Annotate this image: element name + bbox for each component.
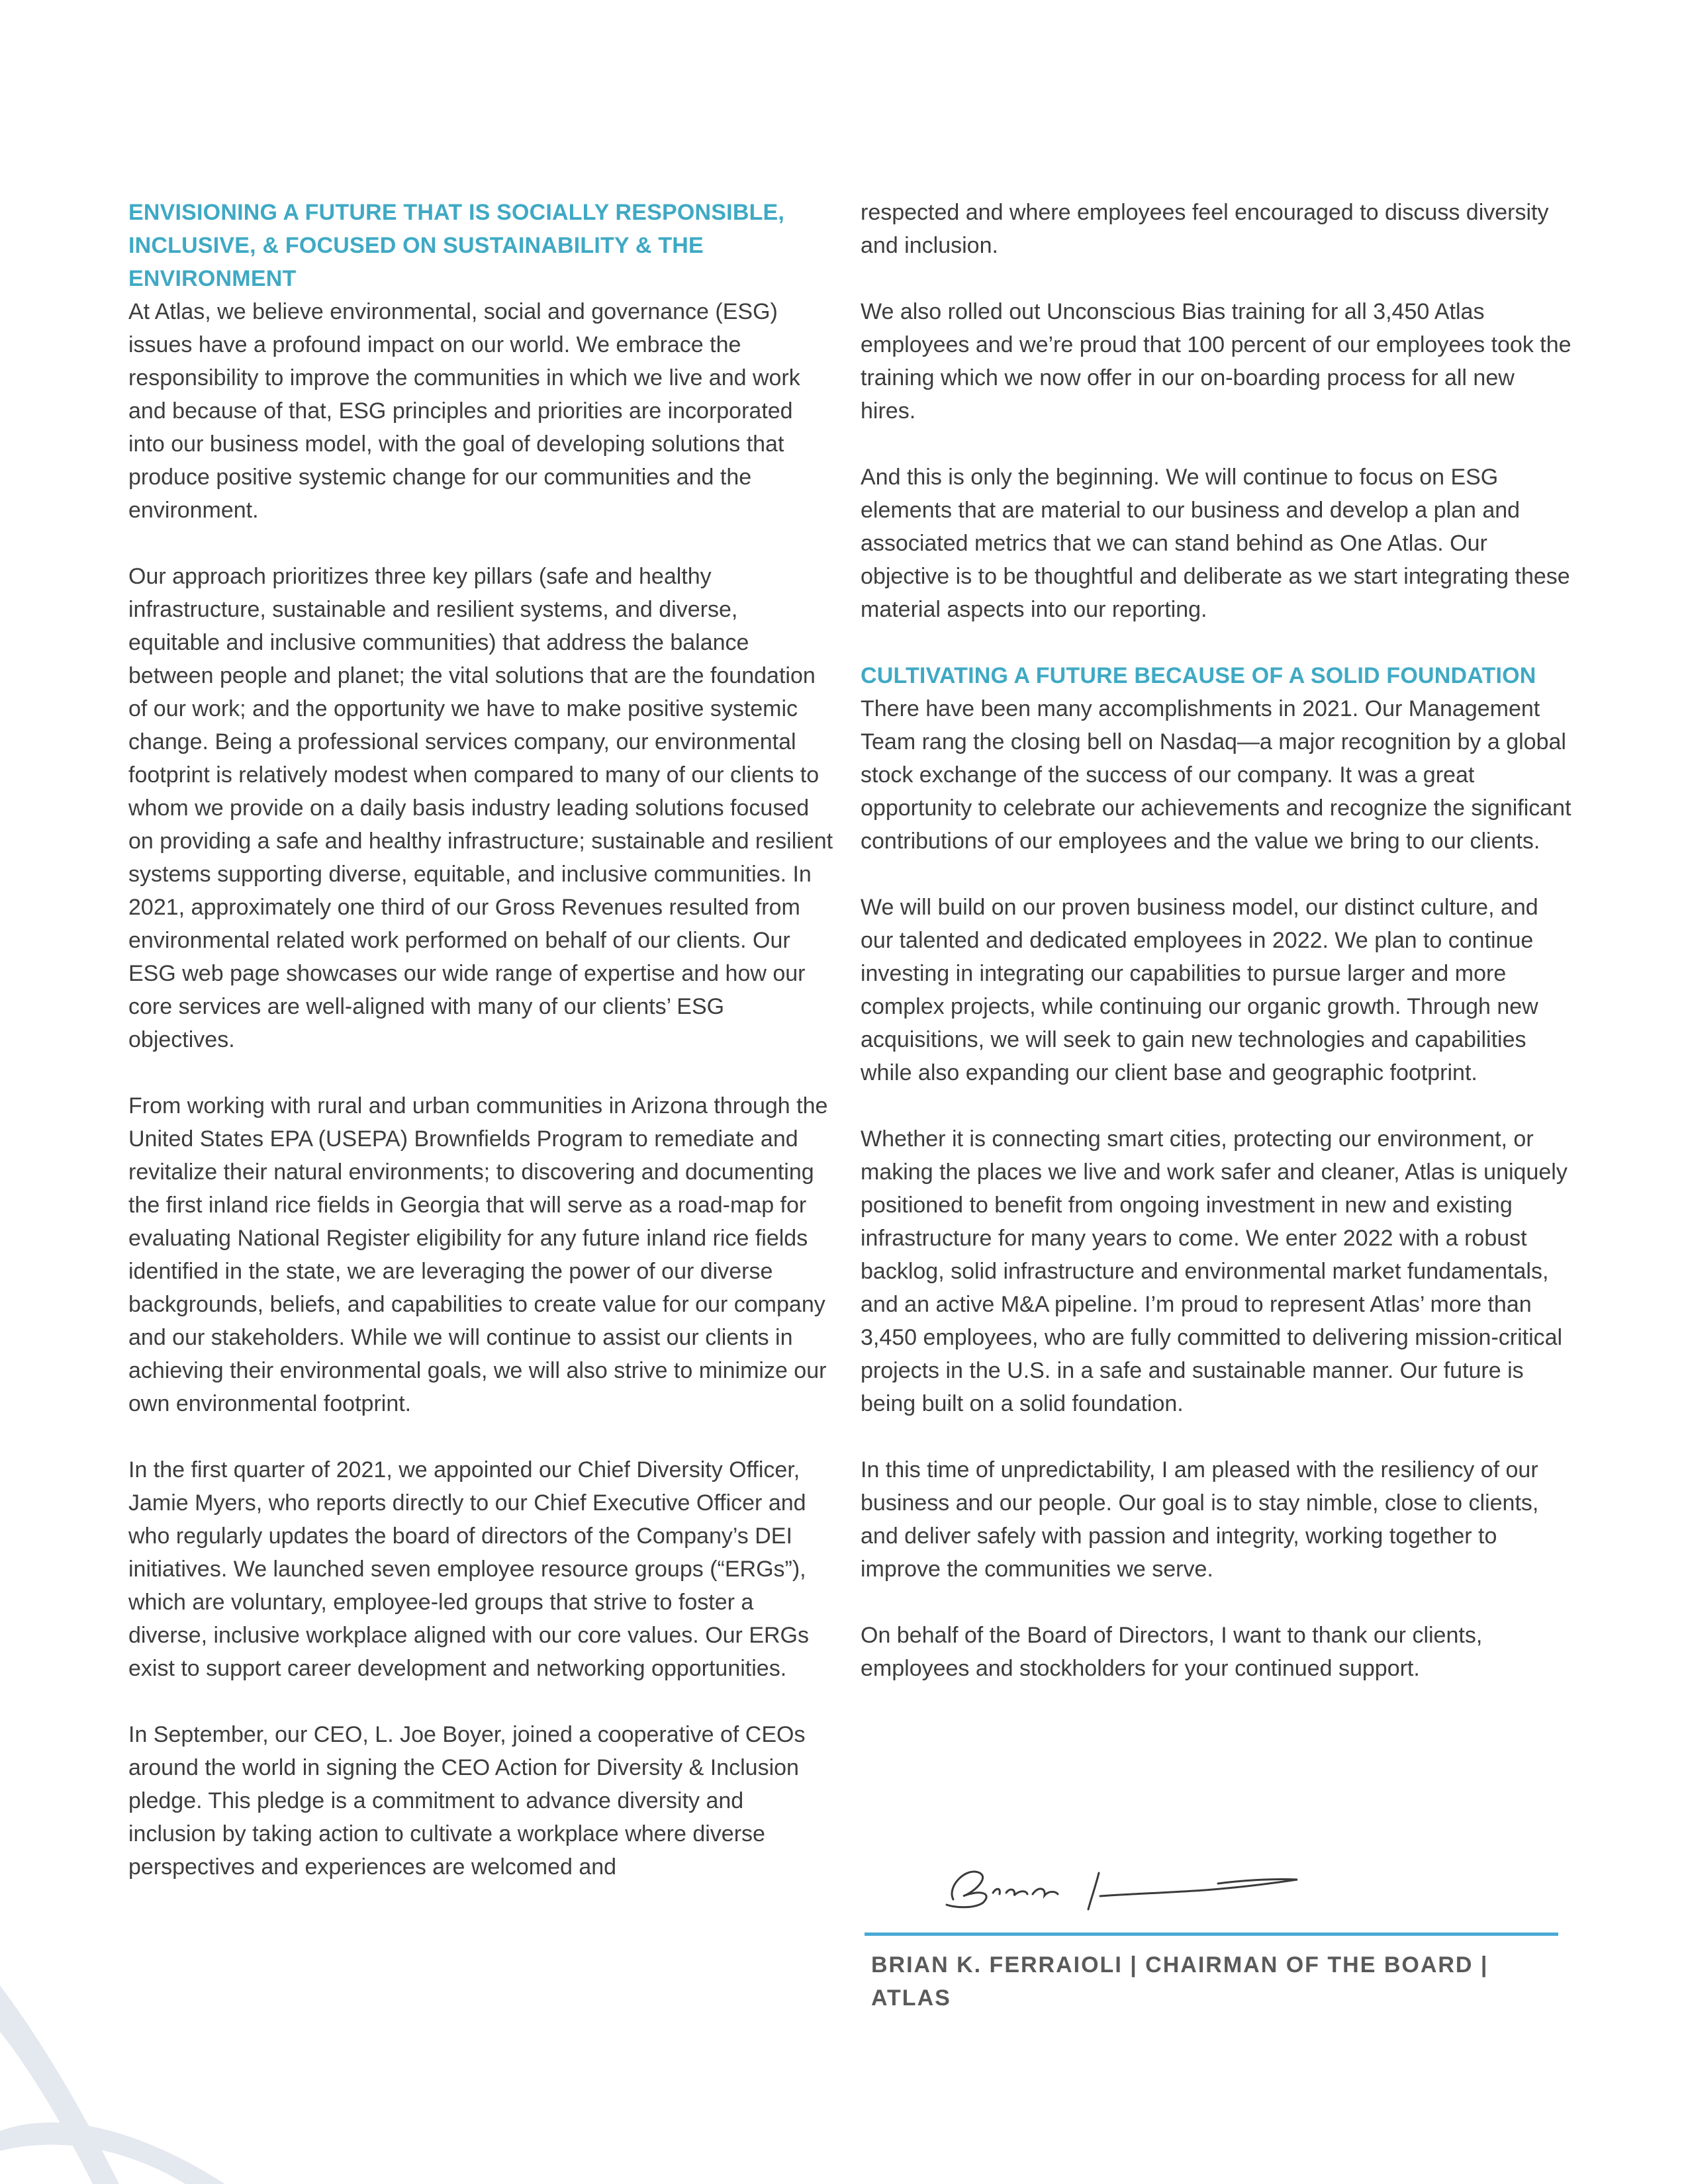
paragraph: Whether it is connecting smart cities, protecting our environment, or making the places we live and work safer and cleaner, Atlas is uniquely positioned to benefit from ongoing investment in new and existing infrastructure for many years to come. We enter 2022 with a robust backlog, solid infrastructure and environmental market fundamentals, and an active M&A pipeline. I’m proud to represent Atlas’ more than 3,450 employees, who are fully committed to delivering mission-critical projects in the U.S. in a safe and sustainable manner. Our future is being built on a solid foundation. [861, 1126, 1568, 1416]
paragraph: At Atlas, we believe environmental, social and governance (ESG) issues have a profound impact on our world. We embrace the responsibility to improve the communities in which we live and work and because of that, ESG principles and priorities are incorporated into our business model, with the goal of developing solutions that produce positive systemic change for our communities and the environment. [128, 299, 800, 523]
atlas-logo-mark-icon [0, 1959, 238, 2184]
paragraph: respected and where employees feel encouraged to discuss diversity and inclusion. [861, 200, 1549, 258]
handwritten-signature-icon [927, 1846, 1311, 1919]
paragraph: There have been many accomplishments in 2021. Our Management Team rang the closing bell on Nasdaq—a major recognition by a global stock exchange of the success of our company. It was a great opportunity to celebrate our achievements and recognize the significant contributions of our employees and the value we bring to our clients. [861, 696, 1571, 854]
section-heading-envisioning: ENVISIONING A FUTURE THAT IS SOCIALLY RESPONSIBLE, INCLUSIVE, & FOCUSED ON SUSTAINABILITY & THE ENVIRONMENT [128, 200, 785, 291]
paragraph: In the first quarter of 2021, we appointed our Chief Diversity Officer, Jamie Myers, who reports directly to our Chief Executive Officer and who regularly updates the board of directors of the Company’s DEI initiatives. We launched seven employee resource groups (“ERGs”), which are voluntary, employee-led groups that strive to foster a diverse, inclusive workplace aligned with our core values. Our ERGs exist to support career development and networking opportunities. [128, 1457, 810, 1681]
paragraph: We also rolled out Unconscious Bias training for all 3,450 Atlas employees and we’re proud that 100 percent of our employees took the training which we now offer in our on-boarding process for all new hires. [861, 299, 1571, 424]
paragraph: In this time of unpredictability, I am pleased with the resiliency of our business and our people. Our goal is to stay nimble, close to clients, and deliver safely with passion and integrity, working together to improve the communities we serve. [861, 1457, 1539, 1582]
signature-caption: BRIAN K. FERRAIOLI | CHAIRMAN OF THE BOARD | ATLAS [871, 1952, 1489, 2011]
paragraph: In September, our CEO, L. Joe Boyer, joined a cooperative of CEOs around the world in signing the CEO Action for Diversity & Inclusion pledge. This pledge is a commitment to advance diversity and inclusion by taking action to cultivate a workplace where diverse perspectives and experiences are welcomed and [128, 1722, 806, 1880]
paragraph: Our approach prioritizes three key pillars (safe and healthy infrastructure, sustainable and resilient systems, and diverse, equitable and inclusive communities) that address the balance between people and planet; the vital solutions that are the foundation of our work; and the opportunity we have to make positive systemic change. Being a professional services company, our environmental footprint is relatively modest when compared to many of our clients to whom we provide on a daily basis industry leading solutions focused on providing a safe and healthy infrastructure; sustainable and resilient systems supporting diverse, equitable, and inclusive communities. In 2021, approximately one third of our Gross Revenues resulted from environmental related work performed on behalf of our clients. Our ESG web page showcases our wide range of expertise and how our core services are well-aligned with many of our clients’ ESG objectives. [128, 564, 833, 1052]
left-column [128, 196, 834, 1884]
paragraph: We will build on our proven business model, our distinct culture, and our talented and dedicated employees in 2022. We plan to continue investing in integrating our capabilities to pursue larger and more complex projects, while continuing our organic growth. Through new acquisitions, we will seek to gain new technologies and capabilities while also expanding our client base and geographic footprint. [861, 895, 1538, 1085]
paragraph: From working with rural and urban communities in Arizona through the United States EPA (USEPA) Brownfields Program to remediate and revitalize their natural environments; to discovering and documenting the first inland rice fields in Georgia that will serve as a road-map for evaluating National Register eligibility for any future inland rice fields identified in the state, we are leveraging the power of our diverse backgrounds, beliefs, and capabilities to create value for our company and our stakeholders. While we will continue to assist our clients in achieving their environmental goals, we will also strive to minimize our own environmental footprint. [128, 1093, 828, 1416]
right-column [861, 196, 1575, 1718]
section-heading-cultivating: CULTIVATING A FUTURE BECAUSE OF A SOLID FOUNDATION [861, 663, 1536, 688]
signature-rule [865, 1933, 1558, 1936]
paragraph: And this is only the beginning. We will continue to focus on ESG elements that are material to our business and develop a plan and associated metrics that we can stand behind as One Atlas. Our objective is to be thoughtful and deliberate as we start integrating these material aspects into our reporting. [861, 465, 1570, 622]
paragraph: On behalf of the Board of Directors, I want to thank our clients, employees and stockholders for your continued support. [861, 1623, 1483, 1681]
